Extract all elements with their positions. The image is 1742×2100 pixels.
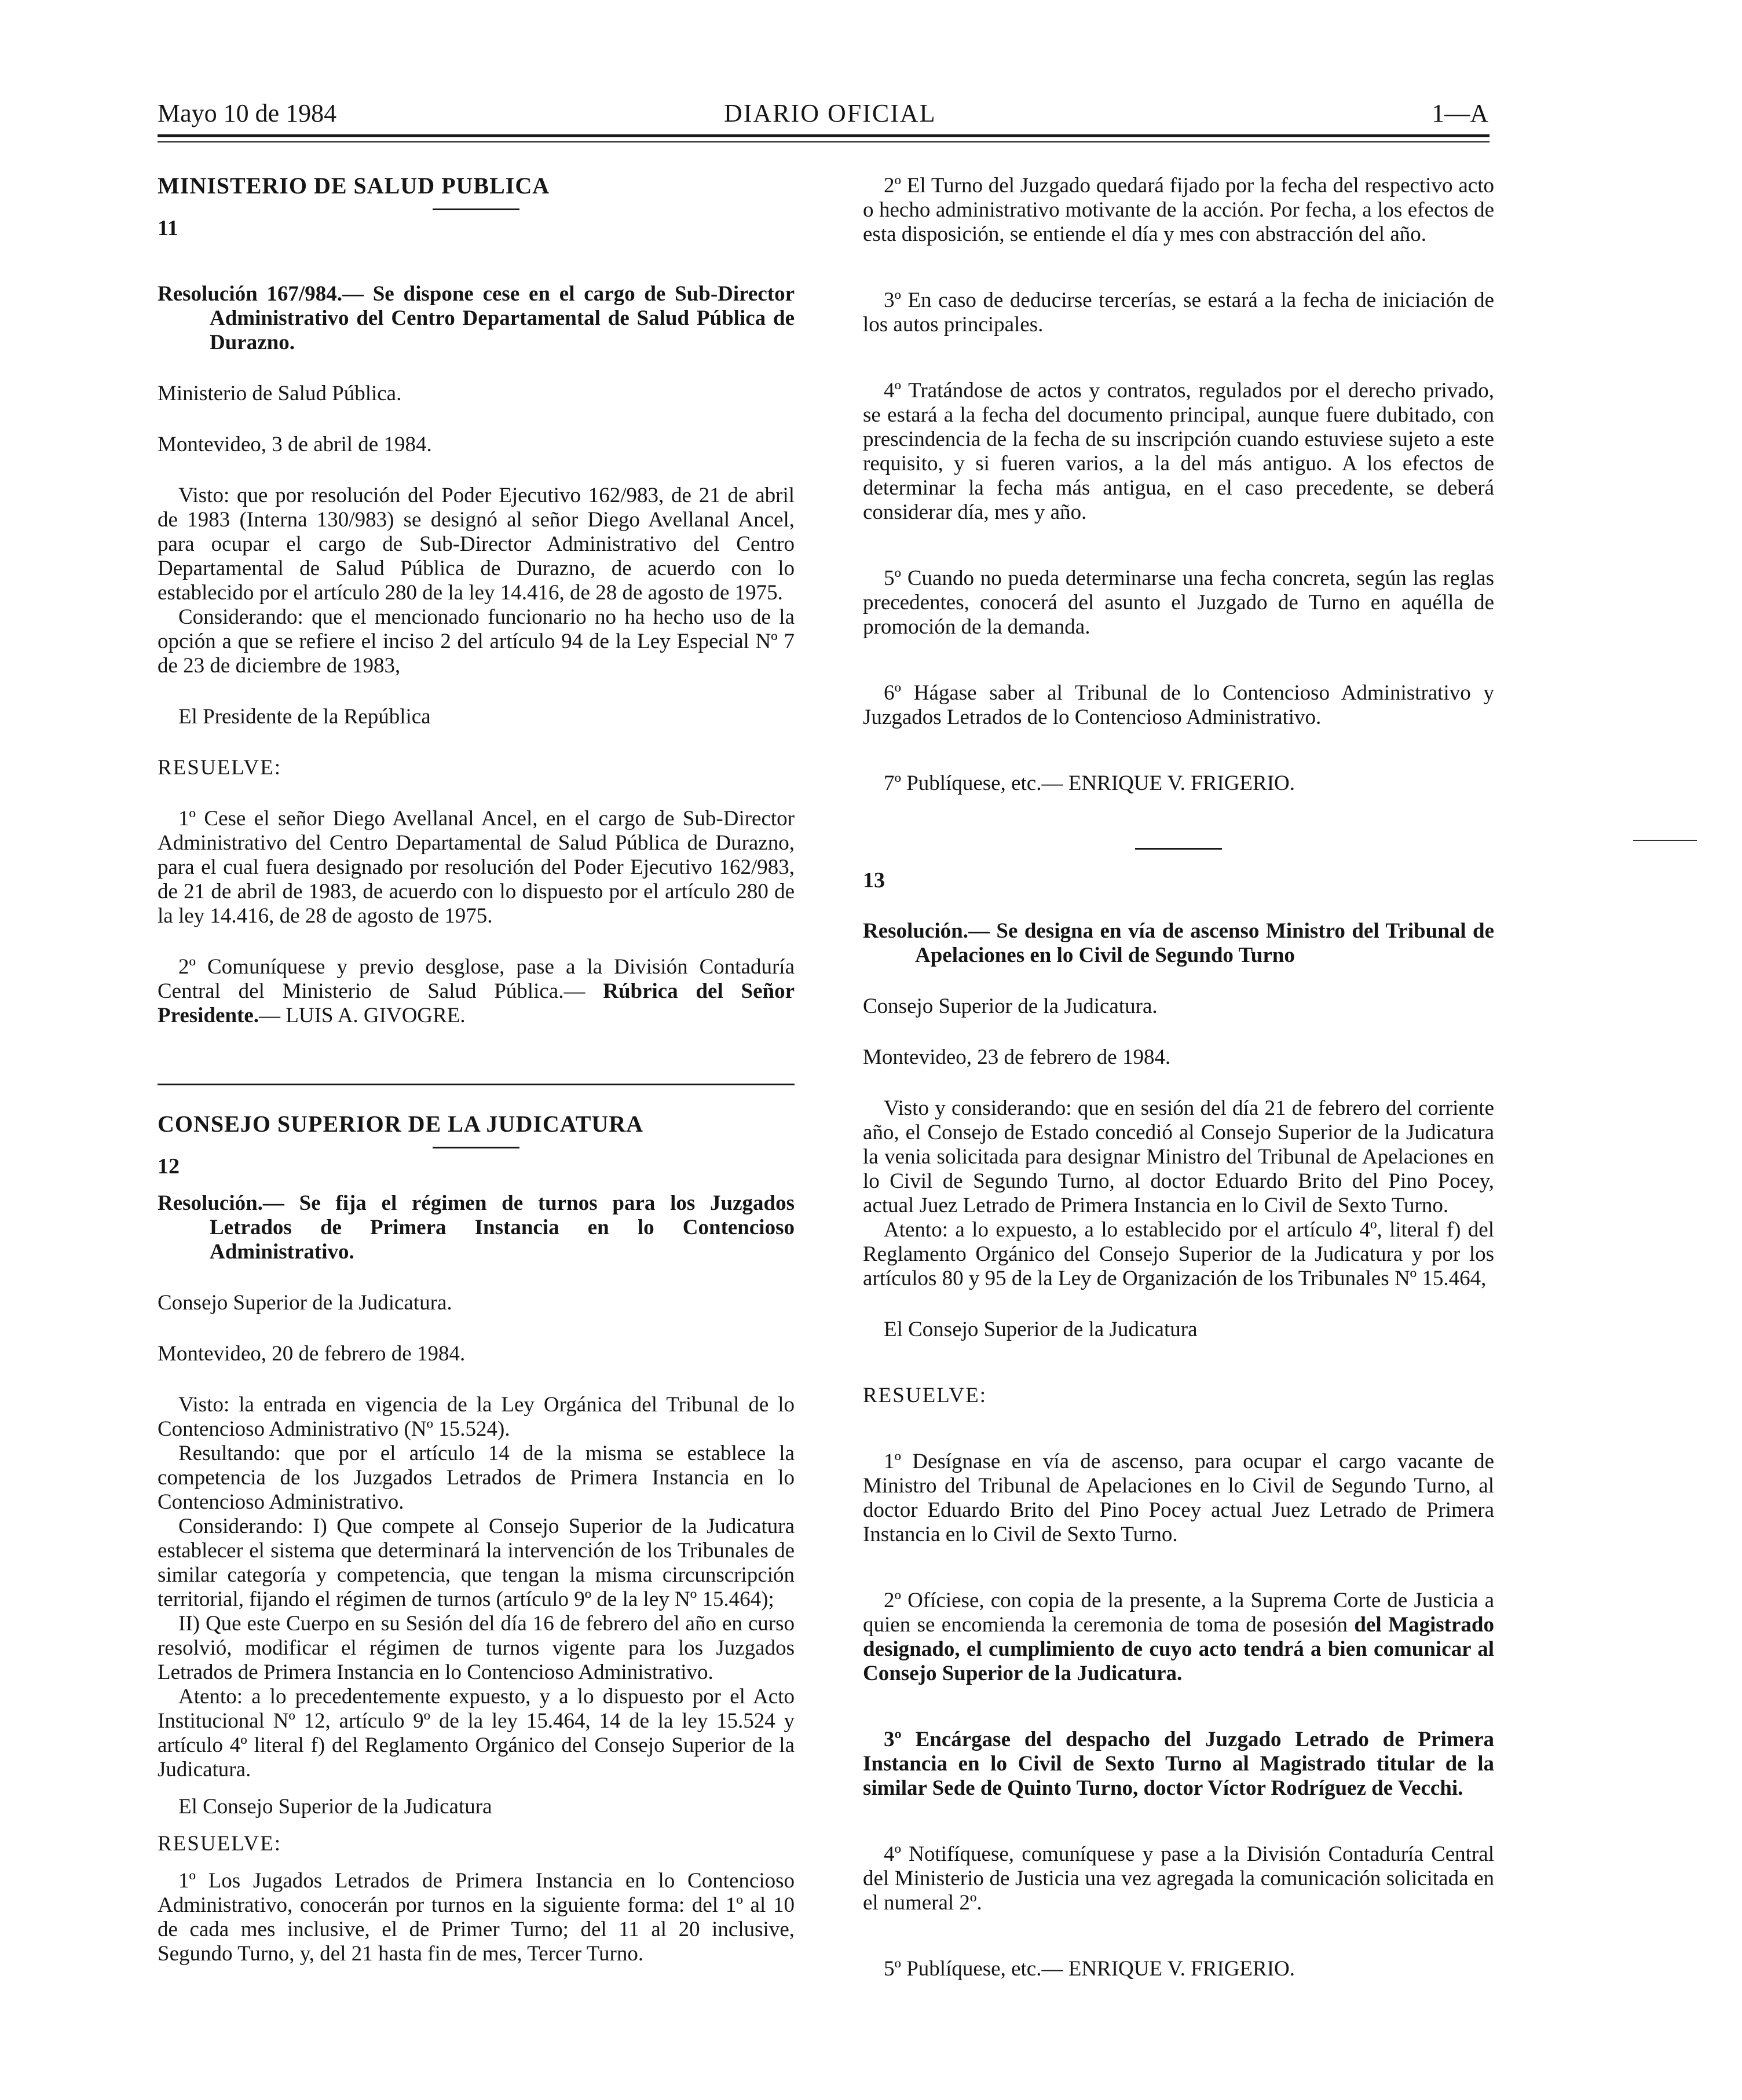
article-4: 4º Tratándose de actos y contratos, regulados por el derecho privado, se estará a la fecha del documento principal, aunque fuere dubitado, con prescindencia de la fecha de su inscripción cuando estuviese sujeto a este requisito, y si fueren varios, a la del más antiguo. A los efectos de determinar la fecha más antigua, en el caso precedente, se deberá considerar día, mes y año. — [863, 379, 1494, 524]
resolution-title-rest: Se dispone cese en el cargo de Sub-Director Administrativo del Centro Departamental de Salud Pública de Durazno. — [210, 282, 795, 354]
section-rule — [1135, 848, 1222, 850]
resultando-paragraph: Resultando: que por el artículo 14 de la misma se establece la competencia de los Juzgados Letrados de Primera Instancia en lo Contencioso Administrativo. — [158, 1442, 795, 1514]
considerando-paragraph: Considerando: que el mencionado funcionario no ha hecho uso de la opción a que se refiere el inciso 2 del artículo 94 de la Ley Especial Nº 7 de 23 de diciembre de 1983, — [158, 605, 795, 678]
article-2-rubrica: Rúbrica del Señor Presidente. — [158, 979, 795, 1027]
section-rule — [433, 208, 519, 210]
article-6: 6º Hágase saber al Tribunal de lo Contencioso Administrativo y Juzgados Letrados de lo Contencioso Administrativo. — [863, 681, 1494, 729]
article-5: 5º Cuando no pueda determinarse una fecha concreta, según las reglas precedentes, conocerá del asunto el Juzgado de Turno en aquélla de promoción de la demanda. — [863, 566, 1494, 639]
article-2-text: 2º Comuníquese y previo desglose, pase a la División Contaduría Central del Ministerio de Salud Pública.— — [158, 955, 795, 1003]
article-1: 1º Los Jugados Letrados de Primera Instancia en lo Contencioso Administrativo, conocerán por turnos en la siguiente forma: del 1º al 10 de cada mes inclusive, el de Primer Turno; del 11 al 20 inclusive, Segundo Turno, y, del 21 hasta fin de mes, Tercer Turno. — [158, 1869, 795, 1966]
resolution-title-lead: Resolución.— — [863, 919, 997, 943]
resolution-issuer: Ministerio de Salud Pública. — [158, 382, 402, 405]
article-3: 3º En caso de deducirse tercerías, se estará a la fecha de iniciación de los autos principales. — [863, 288, 1494, 336]
resolution-title — [158, 282, 795, 355]
article-2-text: 2º Ofíciese, con copia de la presente, a la Suprema Corte de Justicia a quien se encomienda la ceremonia de toma de posesión — [863, 1589, 1494, 1637]
resuelve-heading: RESUELVE: — [863, 1384, 987, 1407]
resuelve-heading: RESUELVE: — [158, 1832, 281, 1856]
resolution-title-lead: Resolución 167/984.— — [158, 282, 373, 306]
resolution-title — [863, 919, 1494, 968]
article-1: 1º Cese el señor Diego Avellanal Ancel, en el cargo de Sub-Director Administrativo del Centro Departamental de Salud Pública de Durazno, para el cual fuera designado por resolución del Poder Ejecutivo 162/983, de 21 de abril de 1983, de acuerdo con lo dispuesto por el artículo 280 de la ley 14.416, de 28 de agosto de 1975. — [158, 807, 795, 928]
consejo-line: El Consejo Superior de la Judicatura — [178, 1795, 492, 1819]
resolution-number: 12 — [158, 1154, 180, 1179]
atento-paragraph: Atento: a lo precedentemente expuesto, y a lo dispuesto por el Acto Institucional Nº 12, artículo 9º de la ley 15.464, 14 de la ley 15.524 y artículo 4º literal f) del Reglamento Orgánico del Consejo Superior de la Judicatura. — [158, 1685, 795, 1781]
resolution-title-lead: Resolución.— — [158, 1191, 299, 1215]
visto-paragraph: Visto: que por resolución del Poder Ejecutivo 162/983, de 21 de abril de 1983 (Interna 130/983) se designó al señor Diego Avellanal Ancel, para ocupar el cargo de Sub-Director Administrativo del Centro Departamental de Salud Pública de Durazno, de acuerdo con lo establecido por el artículo 280 de la ley 14.416, de 28 de agosto de 1975. — [158, 484, 795, 605]
header-title: DIARIO OFICIAL — [724, 99, 936, 127]
resolution-date: Montevideo, 20 de febrero de 1984. — [158, 1342, 466, 1366]
resolution-issuer: Consejo Superior de la Judicatura. — [158, 1291, 452, 1315]
resolution-title-rest: Se fija el régimen de turnos para los Juzgados Letrados de Primera Instancia en lo Contencioso Administrativo. — [210, 1191, 795, 1264]
article-2 — [158, 955, 795, 1028]
resolution-title — [158, 1191, 795, 1264]
considerando-paragraph: Considerando: I) Que compete al Consejo Superior de la Judicatura establecer el sistema que determinará la intervención de los Tribunales de similar categoría y competencia, que tengan la misma circunscripción territorial, fijando el régimen de turnos (artículo 9º de la ley Nº 15.464); — [158, 1514, 795, 1611]
header-page-number: 1—A — [1432, 99, 1488, 127]
article-7: 7º Publíquese, etc.— ENRIQUE V. FRIGERIO. — [884, 771, 1295, 795]
left-column — [158, 174, 795, 1966]
right-column — [863, 174, 1494, 1981]
article-2-signature: — LUIS A. GIVOGRE. — [259, 1004, 466, 1027]
resuelve-heading: RESUELVE: — [158, 756, 281, 780]
resolution-issuer: Consejo Superior de la Judicatura. — [863, 994, 1158, 1018]
visto-paragraph: Visto: la entrada en vigencia de la Ley Orgánica del Tribunal de lo Contencioso Administrativo (Nº 15.524). — [158, 1393, 795, 1441]
visto-paragraph: Visto y considerando: que en sesión del día 21 de febrero del corriente año, el Consejo de Estado concedió al Consejo Superior de la Judicatura la venia solicitada para designar Ministro del Tribunal de Apelaciones en lo Civil de Segundo Turno, al doctor Eduardo Brito del Pino Pocey, actual Juez Letrado de Primera Instancia en lo Civil de Sexto Turno. — [863, 1096, 1494, 1217]
article-3: 3º Encárgase del despacho del Juzgado Letrado de Primera Instancia en lo Civil de Sexto Turno al Magistrado titular de la similar Sede de Quinto Turno, doctor Víctor Rodríguez de Vecchi. — [863, 1728, 1494, 1800]
resolution-date: Montevideo, 23 de febrero de 1984. — [863, 1045, 1171, 1069]
consejo-line: El Consejo Superior de la Judicatura — [884, 1318, 1198, 1341]
header-rule — [158, 134, 1490, 137]
margin-mark — [1633, 840, 1697, 841]
article-5: 5º Publíquese, etc.— ENRIQUE V. FRIGERIO. — [884, 1957, 1295, 1981]
atento-paragraph: Atento: a lo expuesto, a lo establecido por el artículo 4º, literal f) del Reglamento Orgánico del Consejo Superior de la Judicatura y por los artículos 80 y 95 de la Ley de Organización de los Tribunales Nº 15.464, — [863, 1218, 1494, 1290]
consejo-heading: CONSEJO SUPERIOR DE LA JUDICATURA — [158, 1111, 644, 1137]
article-1: 1º Desígnase en vía de ascenso, para ocupar el cargo vacante de Ministro del Tribunal de Apelaciones en lo Civil de Segundo Turno, al doctor Eduardo Brito del Pino Pocey actual Juez Letrado de Primera Instancia en lo Civil de Sexto Turno. — [863, 1450, 1494, 1546]
considerando-2-paragraph: II) Que este Cuerpo en su Sesión del día 16 de febrero del año en curso resolvió, modificar el régimen de turnos vigente para los Juzgados Letrados de Primera Instancia en lo Contencioso Administrativo. — [158, 1612, 795, 1684]
article-2-text-bold: del Magistrado designado, el cumplimiento de cuyo acto tendrá a bien comunicar al Consejo Superior de la Judicatura. — [863, 1613, 1495, 1685]
article-4: 4º Notifíquese, comuníquese y pase a la División Contaduría Central del Ministerio de Justicia una vez agregada la comunicación solicitada en el numeral 2º. — [863, 1842, 1494, 1915]
article-2 — [863, 1589, 1494, 1686]
resolution-title-rest: Se designa en vía de ascenso Ministro del Tribunal de Apelaciones en lo Civil de Segundo Turno — [915, 919, 1494, 967]
header-date: Mayo 10 de 1984 — [158, 99, 337, 127]
ministry-heading: MINISTERIO DE SALUD PUBLICA — [158, 173, 550, 199]
section-rule — [433, 1147, 519, 1148]
presidente-line: El Presidente de la República — [178, 705, 431, 729]
resolution-number: 11 — [158, 216, 178, 240]
resolution-date: Montevideo, 3 de abril de 1984. — [158, 433, 432, 456]
article-2: 2º El Turno del Juzgado quedará fijado por la fecha del respectivo acto o hecho administrativo motivante de la acción. Por fecha, a los efectos de esta disposición, se entiende el día y mes con abstracción del año. — [863, 174, 1494, 246]
resolution-number: 13 — [863, 868, 885, 892]
header-rule-thin — [158, 141, 1490, 142]
